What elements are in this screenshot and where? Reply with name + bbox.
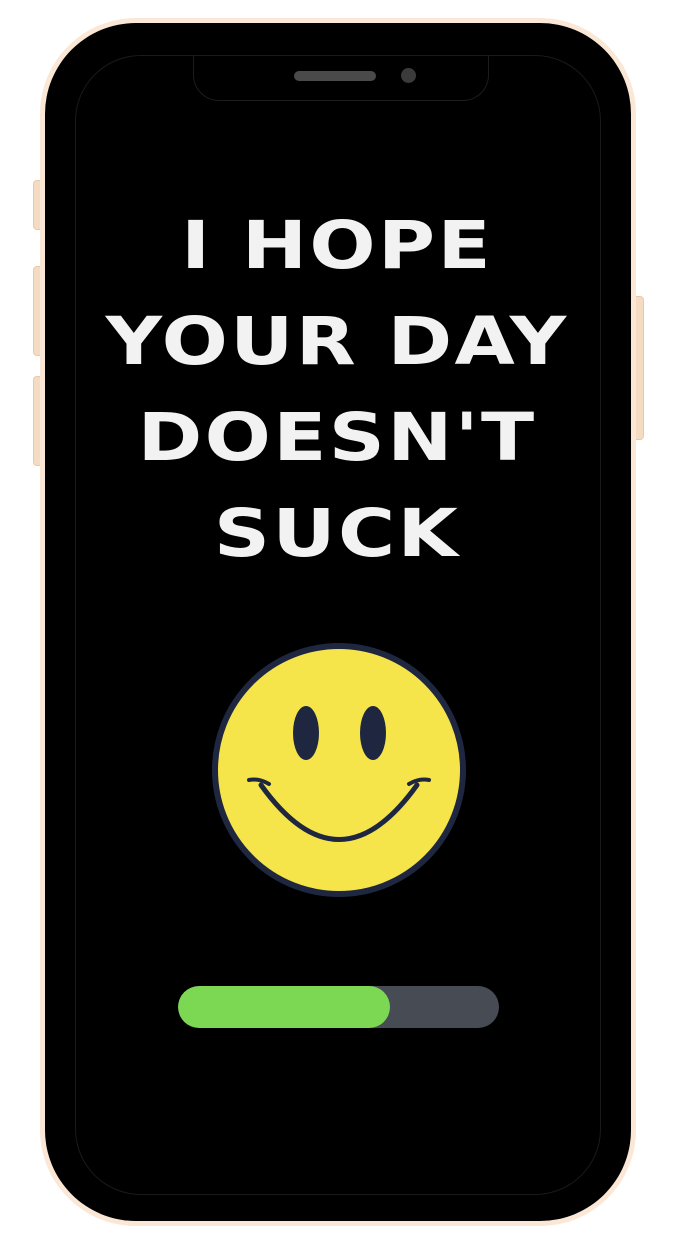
progress-bar <box>178 986 499 1028</box>
headline-line: YOUR DAY <box>105 303 569 380</box>
front-camera-icon <box>401 68 416 83</box>
headline-line: I HOPE <box>181 207 494 284</box>
speaker-grille <box>294 71 376 81</box>
progress-bar-fill <box>178 986 390 1028</box>
smiley-right-eye <box>360 706 386 760</box>
headline-line: DOESN'T <box>137 399 537 476</box>
headline <box>0 198 675 582</box>
smiley-left-eye <box>293 706 319 760</box>
smiley-face-icon <box>211 642 467 898</box>
smiley-face-circle <box>215 646 463 894</box>
headline-line: SUCK <box>213 495 461 572</box>
